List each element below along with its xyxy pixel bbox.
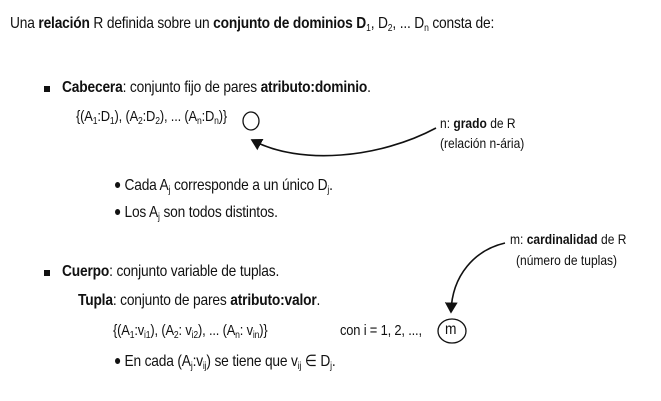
subscript: 2 [387,23,393,34]
formula-part: ), ... (A [159,108,197,125]
circle-n-icon [243,112,259,130]
formula-part: : v [239,322,253,339]
subscript: 1 [129,330,135,341]
arrow-grado-icon [252,128,436,156]
formula-part: {(A [76,108,93,125]
intro-text: R definida sobre un [89,15,214,32]
bullet-text: ) se tiene que v [206,353,298,370]
grado-bold: grado [453,115,487,131]
cabecera-bold: atributo:dominio [260,79,368,96]
subscript: n [424,23,429,34]
tupla-bold: atributo:valor [230,292,317,309]
bullet-text: Cada A [124,177,169,194]
subscript: 1 [109,116,115,127]
cabecera-end: . [367,79,371,96]
cabecera-text: : conjunto fijo de pares [122,79,261,96]
intro-text: consta de: [428,15,495,32]
formula-part: :D [97,108,110,125]
subscript: 2 [173,330,179,341]
cardinal-prefix: m: [510,231,527,247]
subscript: j [327,185,330,196]
subscript: i1 [144,330,151,341]
subscript: 2 [155,116,160,127]
subscript: 1 [366,23,371,34]
subscript: ij [202,361,207,372]
cardinal-bold: cardinalidad [526,231,598,247]
arrow-cardinal-icon [451,243,505,312]
bullet-text: :v [192,353,203,370]
bullet-text: son todos distintos. [159,204,278,221]
formula-part: ), ... (A [197,322,236,339]
bullet-text: . [329,177,333,194]
grado-note-line2: (relación n-ária) [440,135,525,151]
subscript: j [190,361,193,372]
formula-part: )} [259,322,268,339]
intro-text: , ... D [392,15,425,32]
subscript: n [235,330,240,341]
bullet-text: . [331,353,336,370]
tupla-text: : conjunto de pares [112,292,231,309]
bullet-text: ∈ D [301,353,331,370]
cabecera-term: Cabecera [62,79,123,96]
circle-m-icon [438,319,466,343]
cardinal-note-line2: (número de tuplas) [516,252,618,268]
formula-part: ), (A [150,322,174,339]
subscript: i2 [191,330,198,341]
formula-part: {(A [113,322,130,339]
bullet-text: corresponde a un único D [170,177,328,194]
formula-part: : v [178,322,192,339]
intro-relacion: relación [38,15,90,32]
cuerpo-text: : conjunto variable de tuplas. [109,263,280,280]
intro-conjunto-dominios: conjunto de dominios D [213,15,367,32]
subscript: 1 [92,116,98,127]
subscript: n [196,116,202,127]
grado-suffix: de R [486,115,516,131]
subscript: 2 [138,116,143,127]
intro-text: Una [10,15,39,32]
formula-part: ), (A [114,108,139,125]
circled-n-subscript: n [214,116,219,127]
circled-m: m [445,321,457,338]
bullet-text: En cada (A [124,353,191,370]
formula-part: )} [218,108,228,125]
subscript: j [168,185,171,196]
formula-part: :v [134,322,145,339]
intro-text: , D [370,15,388,32]
subscript: ij [297,361,302,372]
formula-part: :D [142,108,156,125]
tupla-end: . [316,292,321,309]
tupla-term: Tupla [78,292,113,309]
cardinal-suffix: de R [597,231,627,247]
subscript: j [330,361,332,372]
tupla-con: con i = 1, 2, ..., [340,322,422,339]
bullet-text: Los A [124,204,159,221]
formula-part: :D [201,108,215,125]
subscript: in [252,330,260,341]
subscript: j [158,212,160,223]
grado-prefix: n: [440,115,454,131]
cuerpo-term: Cuerpo [62,263,110,280]
